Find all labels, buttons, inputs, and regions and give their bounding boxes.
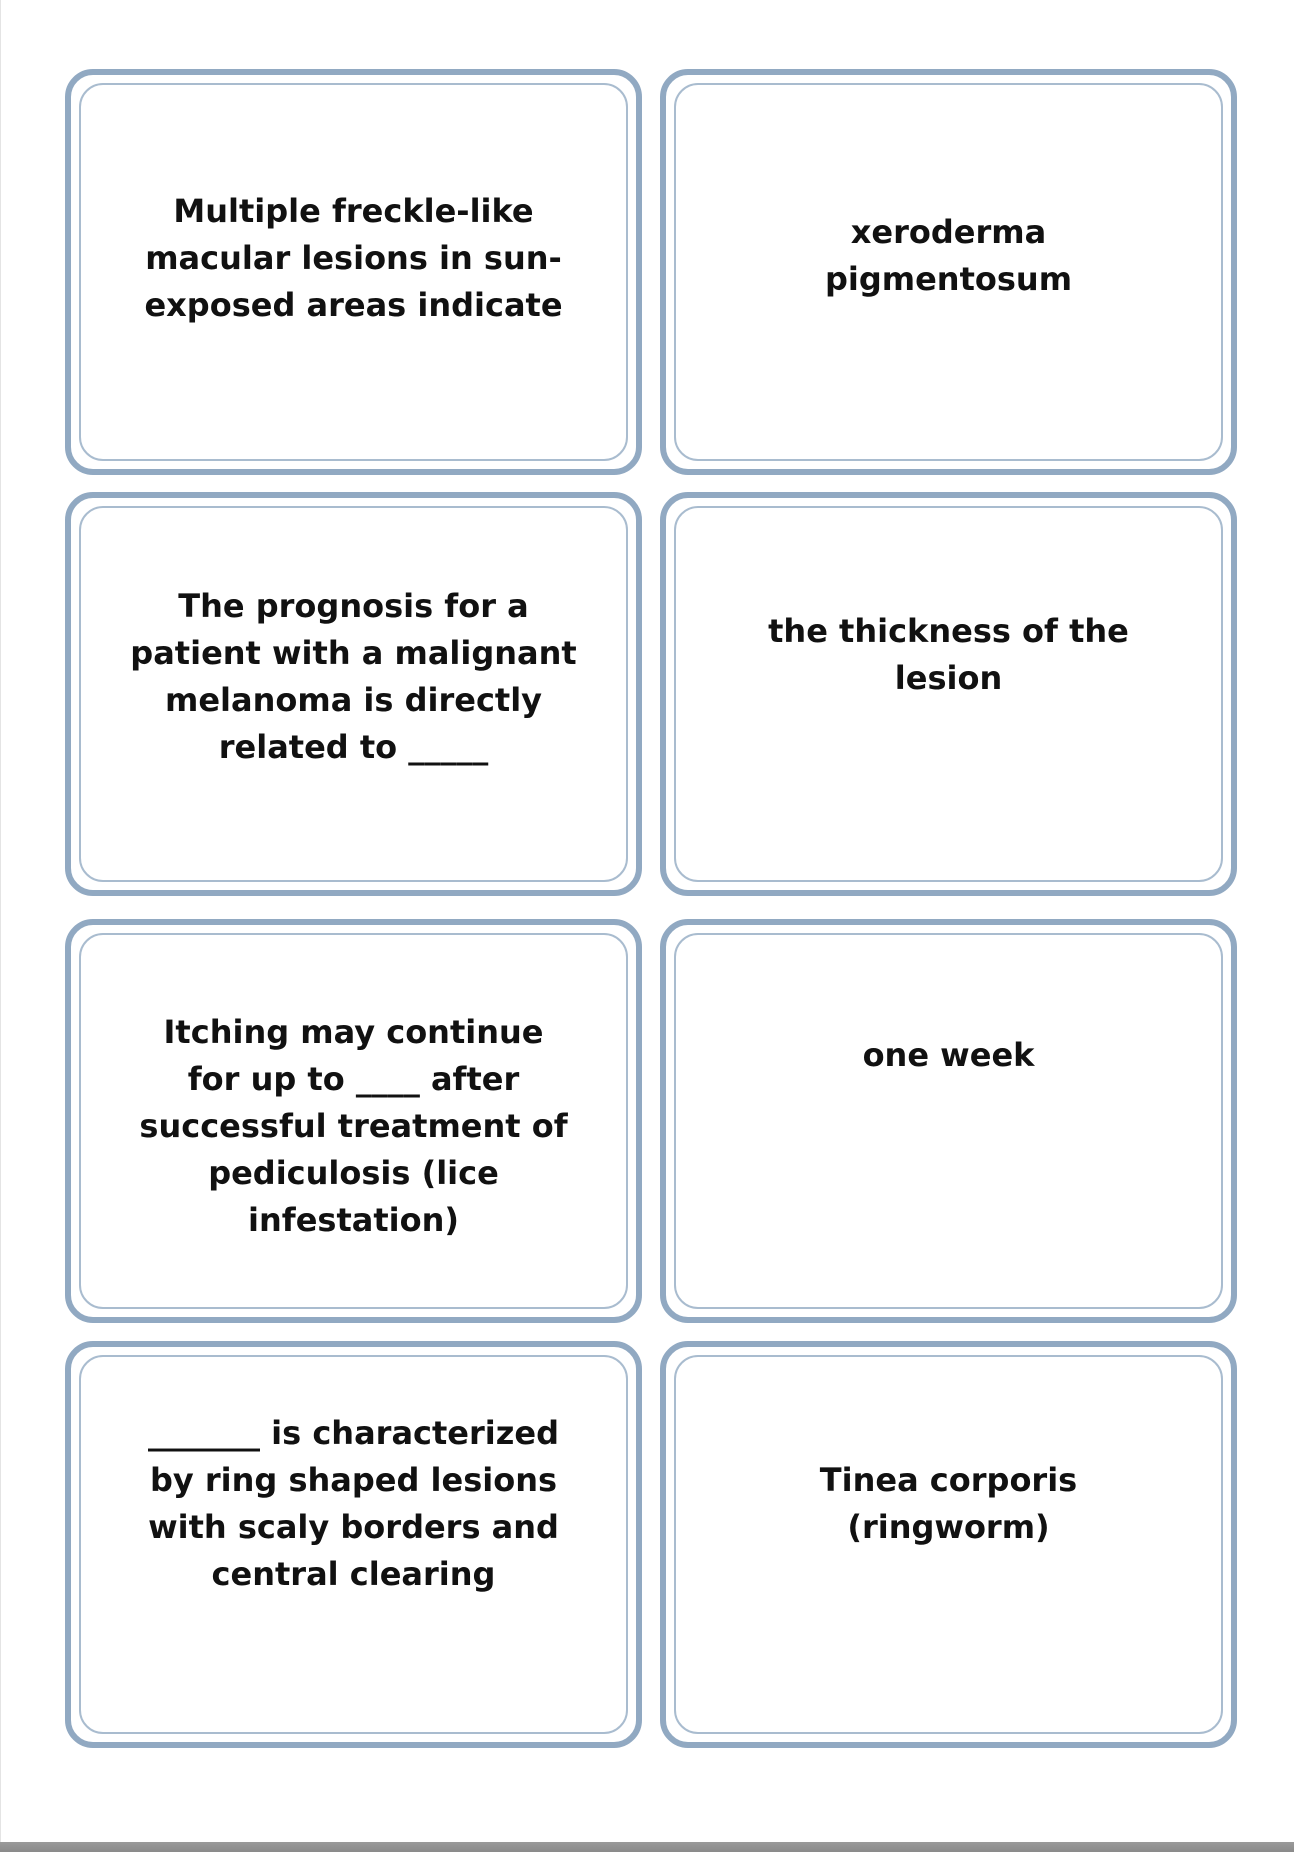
- card-text: the thickness of the lesion: [768, 612, 1129, 697]
- card-text: _______ is characterized by ring shaped lesions with scaly borders and central clearing: [148, 1414, 559, 1593]
- page-bottom-shadow: [0, 1842, 1294, 1852]
- flashcard-answer: [660, 1341, 1237, 1748]
- flashcard-question: [65, 492, 642, 896]
- card-inner-border: [674, 933, 1223, 1309]
- card-text: The prognosis for a patient with a malignant melanoma is directly related to _____: [130, 587, 577, 766]
- flashcard-answer: [660, 919, 1237, 1323]
- flashcard-answer: [660, 492, 1237, 896]
- card-text: Tinea corporis (ringworm): [819, 1461, 1078, 1546]
- flashcard-question: [65, 919, 642, 1323]
- card-text: Multiple freckle-like macular lesions in sun- exposed areas indicate: [144, 192, 563, 324]
- flashcard-answer: [660, 69, 1237, 475]
- card-text: Itching may continue for up to ____ after successful treatment of pediculosis (lice infestation): [139, 1013, 568, 1239]
- flashcard-question: [65, 69, 642, 475]
- card-text: xeroderma pigmentosum: [824, 213, 1073, 298]
- flashcard-question: [65, 1341, 642, 1748]
- card-text: one week: [862, 1036, 1035, 1074]
